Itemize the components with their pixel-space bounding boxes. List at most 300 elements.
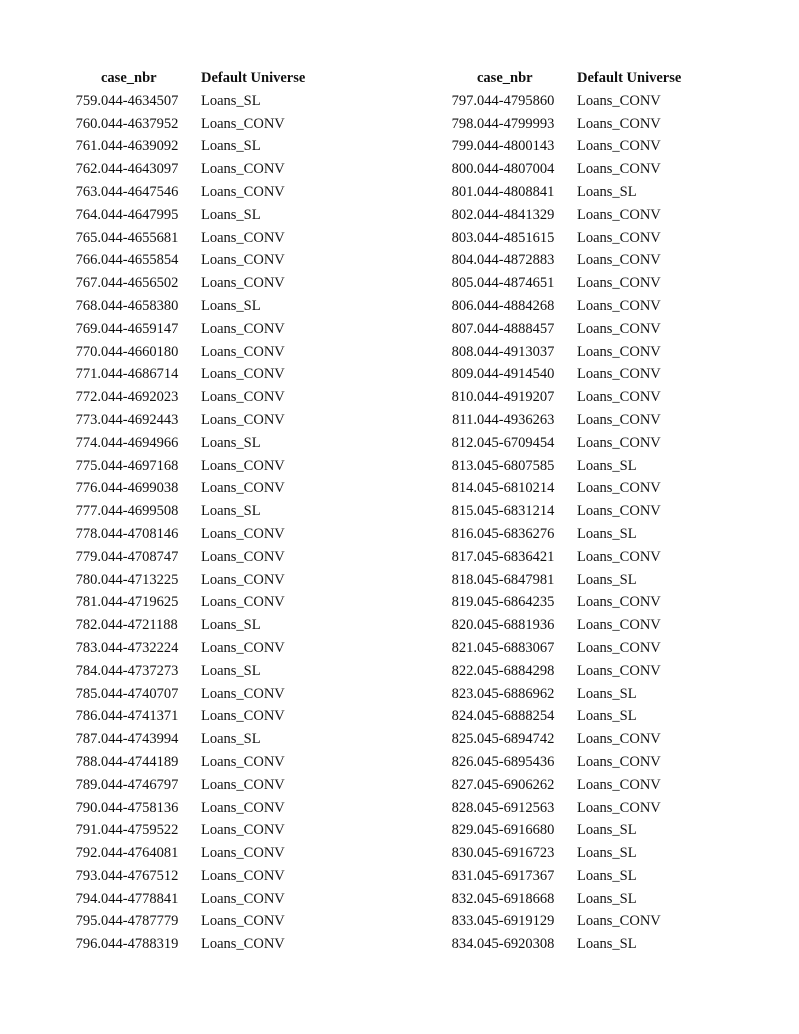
row-number-label: 795. (75, 913, 101, 930)
row-number-label: 804. (451, 252, 477, 269)
default-universe-cell: Loans_CONV (577, 731, 661, 748)
table-row (432, 637, 727, 660)
default-universe-cell: Loans_SL (577, 708, 637, 725)
row-number-label: 810. (451, 389, 477, 406)
case-nbr-cell: 045-6912563 (477, 799, 555, 816)
default-universe-cell: Loans_CONV (201, 571, 285, 588)
default-universe-cell: Loans_SL (577, 571, 637, 588)
default-universe-cell: Loans_CONV (201, 389, 285, 406)
table-row (432, 705, 727, 728)
table-row (432, 90, 727, 113)
row-number (432, 341, 477, 364)
row-number-label: 822. (451, 662, 477, 679)
table-row (56, 432, 351, 455)
table-row (432, 933, 727, 956)
row-number-label: 791. (75, 822, 101, 839)
row-number-label: 771. (75, 366, 101, 383)
case-nbr-cell: 044-4686714 (101, 366, 179, 383)
case-nbr-cell: 044-4737273 (101, 662, 179, 679)
row-number-label: 763. (75, 183, 101, 200)
table-row (56, 500, 351, 523)
case-nbr-cell: 044-4936263 (477, 411, 555, 428)
default-universe-cell: Loans_CONV (201, 776, 285, 793)
table-row (56, 865, 351, 888)
row-number-label: 802. (451, 206, 477, 223)
table-row (56, 546, 351, 569)
default-universe-cell: Loans_CONV (577, 92, 661, 109)
case-nbr-cell: 044-4795860 (477, 92, 555, 109)
row-number-label: 814. (451, 480, 477, 497)
row-number (56, 637, 101, 660)
default-universe-cell: Loans_SL (577, 890, 637, 907)
table-row (56, 819, 351, 842)
row-number-label: 809. (451, 366, 477, 383)
row-number-label: 826. (451, 753, 477, 770)
default-universe-cell: Loans_CONV (577, 275, 661, 292)
default-universe-cell: Loans_SL (201, 503, 261, 520)
row-number-label: 800. (451, 161, 477, 178)
row-number (56, 500, 101, 523)
default-universe-cell: Loans_CONV (577, 161, 661, 178)
table-row (432, 819, 727, 842)
table-row (56, 910, 351, 933)
row-number (56, 683, 101, 706)
default-universe-cell: Loans_CONV (201, 457, 285, 474)
default-universe-cell: Loans_SL (201, 92, 261, 109)
table-row (432, 386, 727, 409)
table-row (56, 455, 351, 478)
row-number-label: 781. (75, 594, 101, 611)
table-row (56, 90, 351, 113)
case-nbr-cell: 045-6881936 (477, 617, 555, 634)
row-number (56, 341, 101, 364)
row-number (56, 363, 101, 386)
row-number (432, 455, 477, 478)
row-number (56, 797, 101, 820)
row-number (56, 409, 101, 432)
default-universe-cell: Loans_CONV (577, 343, 661, 360)
default-universe-cell: Loans_CONV (577, 297, 661, 314)
row-number (432, 774, 477, 797)
default-universe-cell: Loans_CONV (577, 594, 661, 611)
case-nbr-cell: 044-4884268 (477, 297, 555, 314)
case-nbr-cell: 044-4660180 (101, 343, 179, 360)
case-nbr-cell: 045-6895436 (477, 753, 555, 770)
table-row (432, 842, 727, 865)
table-row (432, 477, 727, 500)
default-universe-cell: Loans_SL (577, 183, 637, 200)
case-nbr-cell: 045-6888254 (477, 708, 555, 725)
row-number-label: 768. (75, 297, 101, 314)
row-number (432, 933, 477, 956)
row-number-label: 807. (451, 320, 477, 337)
case-nbr-cell: 044-4692443 (101, 411, 179, 428)
table-row (56, 797, 351, 820)
default-universe-cell: Loans_CONV (201, 845, 285, 862)
row-number (432, 797, 477, 820)
table-row (56, 135, 351, 158)
table-row (56, 409, 351, 432)
row-number (56, 477, 101, 500)
table-row (56, 477, 351, 500)
row-number (432, 728, 477, 751)
table-row (432, 135, 727, 158)
row-number-label: 765. (75, 229, 101, 246)
table-row (56, 591, 351, 614)
default-universe-cell: Loans_CONV (201, 161, 285, 178)
row-number-label: 772. (75, 389, 101, 406)
row-number (432, 591, 477, 614)
row-number (56, 774, 101, 797)
table-row (56, 933, 351, 956)
header-row (56, 67, 351, 90)
row-number (56, 158, 101, 181)
table-row (432, 523, 727, 546)
table-row (432, 341, 727, 364)
row-number-label: 787. (75, 731, 101, 748)
row-number-label: 790. (75, 799, 101, 816)
case-nbr-cell: 045-6836276 (477, 525, 555, 542)
row-number (432, 181, 477, 204)
row-number (432, 705, 477, 728)
default-universe-header: Default Universe (201, 70, 306, 86)
case-nbr-cell: 045-6916723 (477, 845, 555, 862)
default-universe-cell: Loans_CONV (201, 229, 285, 246)
row-number (56, 865, 101, 888)
case-nbr-cell: 044-4874651 (477, 275, 555, 292)
default-universe-cell: Loans_CONV (577, 366, 661, 383)
table-row (432, 409, 727, 432)
case-nbr-cell: 045-6709454 (477, 434, 555, 451)
table-row (432, 774, 727, 797)
table-row (56, 705, 351, 728)
row-number (432, 158, 477, 181)
row-number-label: 766. (75, 252, 101, 269)
case-nbr-cell: 044-4713225 (101, 571, 179, 588)
case-nbr-cell: 044-4787779 (101, 913, 179, 930)
case-nbr-cell: 044-4888457 (477, 320, 555, 337)
default-universe-cell: Loans_CONV (201, 183, 285, 200)
case-nbr-header: case_nbr (477, 70, 533, 86)
row-number-label: 808. (451, 343, 477, 360)
case-nbr-cell: 045-6836421 (477, 548, 555, 565)
row-number (56, 933, 101, 956)
default-universe-cell: Loans_SL (201, 434, 261, 451)
table-row (432, 546, 727, 569)
row-number (56, 181, 101, 204)
row-number-label: 780. (75, 571, 101, 588)
table-row (56, 386, 351, 409)
case-nbr-cell: 044-4699508 (101, 503, 179, 520)
table-row (432, 569, 727, 592)
table-row (56, 158, 351, 181)
default-universe-cell: Loans_CONV (201, 252, 285, 269)
row-number (432, 751, 477, 774)
table-row (56, 272, 351, 295)
row-number (56, 819, 101, 842)
left-table-body (56, 90, 351, 956)
case-nbr-cell: 044-4656502 (101, 275, 179, 292)
row-number (432, 614, 477, 637)
table-row (432, 295, 727, 318)
case-nbr-cell: 045-6831214 (477, 503, 555, 520)
default-universe-cell: Loans_CONV (201, 275, 285, 292)
table-row (56, 842, 351, 865)
row-number-label: 820. (451, 617, 477, 634)
case-nbr-cell: 044-4800143 (477, 138, 555, 155)
table-row (56, 569, 351, 592)
default-universe-cell: Loans_SL (577, 936, 637, 953)
default-universe-cell: Loans_CONV (577, 503, 661, 520)
case-nbr-cell: 045-6883067 (477, 639, 555, 656)
row-number-label: 776. (75, 480, 101, 497)
default-universe-cell: Loans_CONV (201, 480, 285, 497)
default-universe-cell: Loans_CONV (201, 913, 285, 930)
row-number (56, 614, 101, 637)
row-number-label: 792. (75, 845, 101, 862)
case-nbr-cell: 044-4759522 (101, 822, 179, 839)
case-nbr-cell: 044-4708146 (101, 525, 179, 542)
row-number-label: 816. (451, 525, 477, 542)
case-nbr-header: case_nbr (101, 70, 157, 86)
table-row (432, 888, 727, 911)
row-number (432, 318, 477, 341)
default-universe-cell: Loans_CONV (201, 525, 285, 542)
right-table-body (432, 90, 727, 956)
row-number-label: 803. (451, 229, 477, 246)
row-number (56, 227, 101, 250)
row-number (56, 204, 101, 227)
table-row (56, 363, 351, 386)
case-nbr-cell: 044-4746797 (101, 776, 179, 793)
row-number-label: 794. (75, 890, 101, 907)
row-number (432, 204, 477, 227)
row-number (56, 135, 101, 158)
row-number-label: 777. (75, 503, 101, 520)
case-nbr-cell: 044-4655681 (101, 229, 179, 246)
row-number (432, 660, 477, 683)
default-universe-cell: Loans_CONV (201, 708, 285, 725)
case-nbr-cell: 044-4719625 (101, 594, 179, 611)
table-row (56, 888, 351, 911)
default-universe-cell: Loans_CONV (201, 343, 285, 360)
default-universe-cell: Loans_SL (201, 206, 261, 223)
row-number (432, 683, 477, 706)
row-number (432, 363, 477, 386)
case-nbr-cell: 044-4872883 (477, 252, 555, 269)
case-nbr-cell: 044-4919207 (477, 389, 555, 406)
row-number (56, 751, 101, 774)
default-universe-cell: Loans_CONV (577, 913, 661, 930)
left-listing-table (56, 67, 351, 956)
row-number-label: 785. (75, 685, 101, 702)
row-number-label: 811. (452, 411, 477, 428)
case-nbr-cell: 044-4740707 (101, 685, 179, 702)
row-number-label: 759. (75, 92, 101, 109)
table-row (432, 158, 727, 181)
table-row (432, 500, 727, 523)
table-row (56, 227, 351, 250)
table-row (56, 318, 351, 341)
default-universe-cell: Loans_SL (577, 685, 637, 702)
row-number (56, 432, 101, 455)
row-number (432, 865, 477, 888)
case-nbr-cell: 044-4807004 (477, 161, 555, 178)
table-row (432, 363, 727, 386)
case-nbr-cell: 044-4808841 (477, 183, 555, 200)
row-number (56, 318, 101, 341)
row-number-label: 833. (451, 913, 477, 930)
case-nbr-cell: 045-6847981 (477, 571, 555, 588)
row-number-header (56, 67, 101, 90)
table-row (432, 318, 727, 341)
default-universe-cell: Loans_CONV (577, 138, 661, 155)
row-number-label: 801. (451, 183, 477, 200)
default-universe-cell: Loans_CONV (201, 639, 285, 656)
default-universe-cell: Loans_CONV (201, 936, 285, 953)
case-nbr-cell: 045-6864235 (477, 594, 555, 611)
row-number (432, 113, 477, 136)
table-row (432, 432, 727, 455)
default-universe-cell: Loans_SL (577, 845, 637, 862)
row-number-label: 797. (451, 92, 477, 109)
default-universe-cell: Loans_CONV (577, 115, 661, 132)
table-row (432, 272, 727, 295)
row-number-label: 815. (451, 503, 477, 520)
default-universe-cell: Loans_SL (577, 457, 637, 474)
row-number (56, 910, 101, 933)
table-row (432, 910, 727, 933)
default-universe-cell: Loans_CONV (577, 480, 661, 497)
case-nbr-cell: 044-4799993 (477, 115, 555, 132)
case-nbr-cell: 044-4767512 (101, 867, 179, 884)
row-number-label: 823. (451, 685, 477, 702)
row-number-label: 819. (451, 594, 477, 611)
row-number-label: 805. (451, 275, 477, 292)
row-number (56, 386, 101, 409)
case-nbr-cell: 044-4788319 (101, 936, 179, 953)
case-nbr-cell: 045-6884298 (477, 662, 555, 679)
table-row (432, 204, 727, 227)
table-row (56, 249, 351, 272)
table-row (432, 249, 727, 272)
case-nbr-cell: 044-4694966 (101, 434, 179, 451)
default-universe-cell: Loans_CONV (577, 799, 661, 816)
table-row (432, 113, 727, 136)
default-universe-cell: Loans_CONV (201, 867, 285, 884)
row-number (432, 477, 477, 500)
row-number-label: 821. (451, 639, 477, 656)
case-nbr-cell: 045-6906262 (477, 776, 555, 793)
default-universe-cell: Loans_CONV (201, 799, 285, 816)
default-universe-cell: Loans_CONV (201, 411, 285, 428)
row-number (56, 90, 101, 113)
table-row (56, 295, 351, 318)
row-number-label: 812. (451, 434, 477, 451)
table-row (432, 751, 727, 774)
default-universe-cell: Loans_CONV (577, 753, 661, 770)
row-number-label: 770. (75, 343, 101, 360)
row-number-label: 830. (451, 845, 477, 862)
case-nbr-cell: 044-4647995 (101, 206, 179, 223)
default-universe-cell: Loans_CONV (577, 617, 661, 634)
case-nbr-cell: 044-4639092 (101, 138, 179, 155)
row-number-label: 783. (75, 639, 101, 656)
default-universe-cell: Loans_CONV (201, 685, 285, 702)
row-number-label: 789. (75, 776, 101, 793)
row-number (56, 705, 101, 728)
default-universe-cell: Loans_SL (577, 867, 637, 884)
row-number (56, 272, 101, 295)
row-number (56, 546, 101, 569)
default-universe-cell: Loans_CONV (577, 320, 661, 337)
default-universe-cell: Loans_CONV (577, 639, 661, 656)
row-number-label: 773. (75, 411, 101, 428)
default-universe-cell: Loans_CONV (201, 753, 285, 770)
default-universe-cell: Loans_SL (201, 138, 261, 155)
row-number-label: 774. (75, 434, 101, 451)
table-row (432, 660, 727, 683)
default-universe-cell: Loans_CONV (577, 434, 661, 451)
case-nbr-cell: 044-4699038 (101, 480, 179, 497)
row-number (56, 455, 101, 478)
default-universe-cell: Loans_CONV (201, 548, 285, 565)
case-nbr-cell: 044-4841329 (477, 206, 555, 223)
default-universe-cell: Loans_CONV (201, 366, 285, 383)
table-row (56, 728, 351, 751)
default-universe-header: Default Universe (577, 70, 682, 86)
case-nbr-cell: 044-4643097 (101, 161, 179, 178)
row-number-label: 824. (451, 708, 477, 725)
row-number (432, 569, 477, 592)
row-number-label: 793. (75, 867, 101, 884)
row-number-label: 760. (75, 115, 101, 132)
default-universe-cell: Loans_CONV (201, 320, 285, 337)
row-number-label: 786. (75, 708, 101, 725)
row-number-label: 764. (75, 206, 101, 223)
table-row (432, 181, 727, 204)
table-row (432, 614, 727, 637)
row-number (432, 523, 477, 546)
table-row (56, 614, 351, 637)
row-number-label: 784. (75, 662, 101, 679)
default-universe-cell: Loans_SL (201, 731, 261, 748)
table-row (56, 523, 351, 546)
row-number-label: 782. (75, 617, 101, 634)
default-universe-cell: Loans_CONV (201, 822, 285, 839)
row-number-label: 827. (451, 776, 477, 793)
row-number (432, 386, 477, 409)
case-nbr-cell: 045-6919129 (477, 913, 555, 930)
row-number (56, 113, 101, 136)
table-row (432, 865, 727, 888)
row-number (432, 409, 477, 432)
case-nbr-cell: 044-4851615 (477, 229, 555, 246)
case-nbr-cell: 044-4764081 (101, 845, 179, 862)
row-number-label: 813. (451, 457, 477, 474)
case-nbr-cell: 044-4647546 (101, 183, 179, 200)
default-universe-cell: Loans_CONV (577, 411, 661, 428)
table-row (432, 797, 727, 820)
row-number (432, 546, 477, 569)
row-number (432, 819, 477, 842)
default-universe-cell: Loans_CONV (201, 115, 285, 132)
row-number-label: 799. (451, 138, 477, 155)
row-number-header (432, 67, 477, 90)
row-number (432, 295, 477, 318)
case-nbr-cell: 045-6920308 (477, 936, 555, 953)
default-universe-cell: Loans_SL (201, 662, 261, 679)
